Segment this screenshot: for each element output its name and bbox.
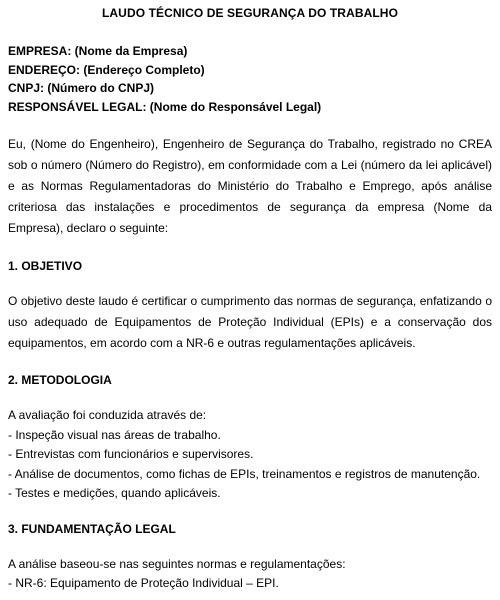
list-item: - Análise de documentos, como fichas de EPIs, treinamentos e registros de manutenção. xyxy=(8,466,481,481)
section-intro-metodologia: A avaliação foi conduzida através de: xyxy=(8,408,207,422)
section-paragraph-objetivo: O objetivo deste laudo é certificar o cumprimento das normas de segurança, enfatizando o uso adequado de Equipamentos de Proteção Individual (EPIs) e a conservação dos equipamentos, em acordo com a NR-6 e outras regulamentações aplicáveis. xyxy=(8,294,492,350)
list-item: - Testes e medições, quando aplicáveis. xyxy=(8,486,221,500)
list-item: - NR-6: Equipamento de Proteção Individual – EPI. xyxy=(8,576,279,590)
list-item: - Inspeção visual nas áreas de trabalho. xyxy=(8,427,221,442)
section-intro-fundamentacao-legal: A análise baseou-se nas seguintes normas e regulamentações: xyxy=(8,556,346,571)
section-heading-metodologia: 2. METODOLOGIA xyxy=(8,373,112,387)
intro-paragraph: Eu, (Nome do Engenheiro), Engenheiro de Segurança do Trabalho, registrado no CREA sob o número (Número do Registro), em conformidade com a Lei (número da lei aplicável) e as Normas Regulamentadoras do Ministério do Trabalho e Emprego, após análise criteriosa das instalações e procedimentos de segurança da empresa (Nome da Empresa), declaro o seguinte: xyxy=(8,137,492,235)
section-heading-objetivo: 1. OBJETIVO xyxy=(8,259,83,273)
address-line: ENDEREÇO: (Endereço Completo) xyxy=(8,62,205,77)
cnpj-line: CNPJ: (Número do CNPJ) xyxy=(8,81,155,95)
section-heading-fundamentacao-legal: 3. FUNDAMENTAÇÃO LEGAL xyxy=(8,521,176,536)
company-info xyxy=(8,42,492,116)
document-title: LAUDO TÉCNICO DE SEGURANÇA DO TRABALHO xyxy=(101,6,399,20)
list-item: - Entrevistas com funcionários e supervisores. xyxy=(8,447,254,461)
company-name-line: EMPRESA: (Nome da Empresa) xyxy=(8,44,188,58)
legal-responsible-line: RESPONSÁVEL LEGAL: (Nome do Responsável Legal) xyxy=(8,99,322,114)
